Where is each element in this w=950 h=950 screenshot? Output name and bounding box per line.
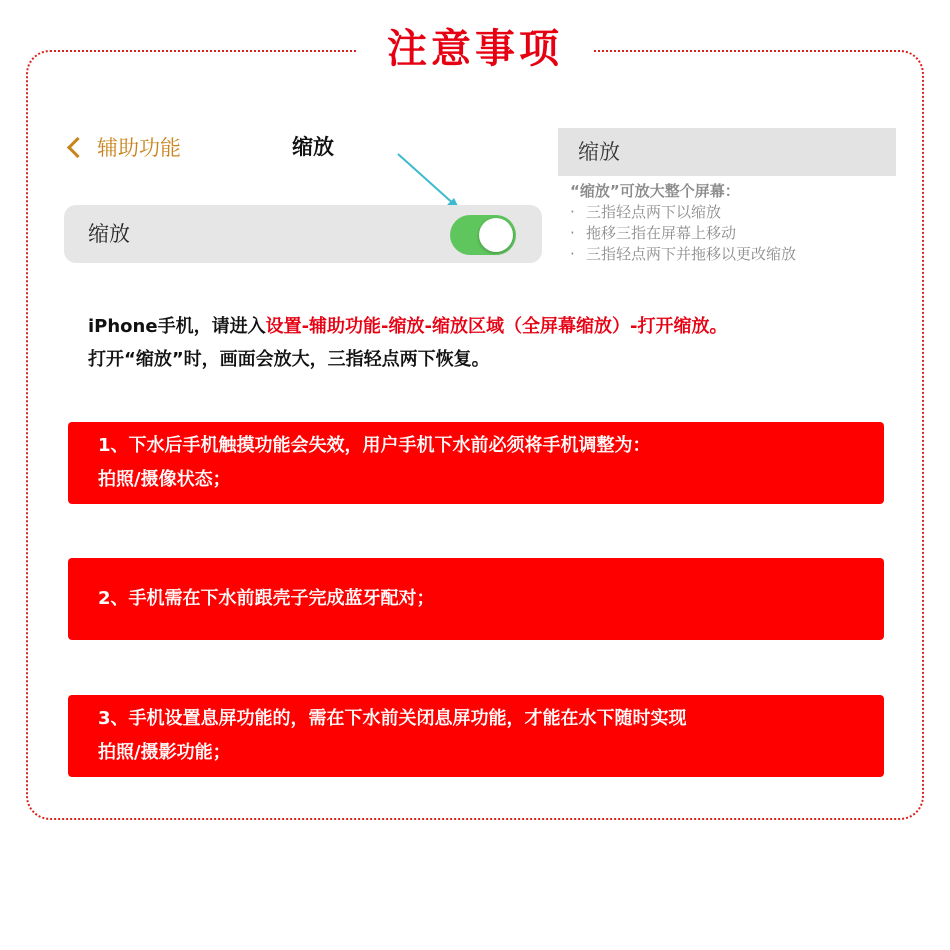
notice-box-2: [68, 558, 884, 640]
instructions: [88, 310, 888, 376]
back-button[interactable]: [64, 132, 181, 162]
notice-text: 拍照/摄像状态；: [98, 469, 231, 490]
notice-text: 3、手机设置息屏功能的，需在下水前关闭息屏功能，才能在水下随时实现: [98, 708, 687, 729]
notice-text: 1、下水后手机触摸功能会失效，用户手机下水前必须将手机调整为：: [98, 435, 651, 456]
title-container: [358, 22, 592, 76]
instruction-path: 设置-辅助功能-缩放-缩放区域（全屏幕缩放）-打开缩放。: [265, 316, 728, 337]
notice-box-3: [68, 695, 884, 777]
description-item: · 三指轻点两下并拖移以更改缩放: [570, 244, 796, 265]
notice-box-1: [68, 422, 884, 504]
zoom-row-label: 缩放: [88, 222, 130, 246]
toggle-knob: [479, 218, 513, 252]
notice-text: 2、手机需在下水前跟壳子完成蓝牙配对；: [98, 588, 435, 609]
zoom-panel-header: [558, 128, 896, 176]
back-label: 辅助功能: [97, 136, 181, 160]
instruction-line-2: 打开“缩放”时，画面会放大，三指轻点两下恢复。: [88, 349, 490, 370]
instruction-prefix: iPhone手机，请进入: [88, 316, 266, 337]
description-item: · 三指轻点两下以缩放: [570, 202, 796, 223]
zoom-setting-row: [64, 205, 542, 263]
panel-title: 缩放: [578, 140, 620, 164]
page-title: 注意事项: [387, 26, 563, 72]
zoom-toggle[interactable]: [450, 215, 516, 255]
notice-text: 拍照/摄影功能；: [98, 742, 231, 763]
nav-title: 缩放: [292, 135, 334, 159]
description-heading: “缩放”可放大整个屏幕：: [570, 182, 740, 200]
chevron-left-icon: [67, 136, 88, 157]
description-item: · 拖移三指在屏幕上移动: [570, 223, 796, 244]
instruction-line-1: [88, 310, 888, 343]
zoom-description: [570, 181, 796, 265]
